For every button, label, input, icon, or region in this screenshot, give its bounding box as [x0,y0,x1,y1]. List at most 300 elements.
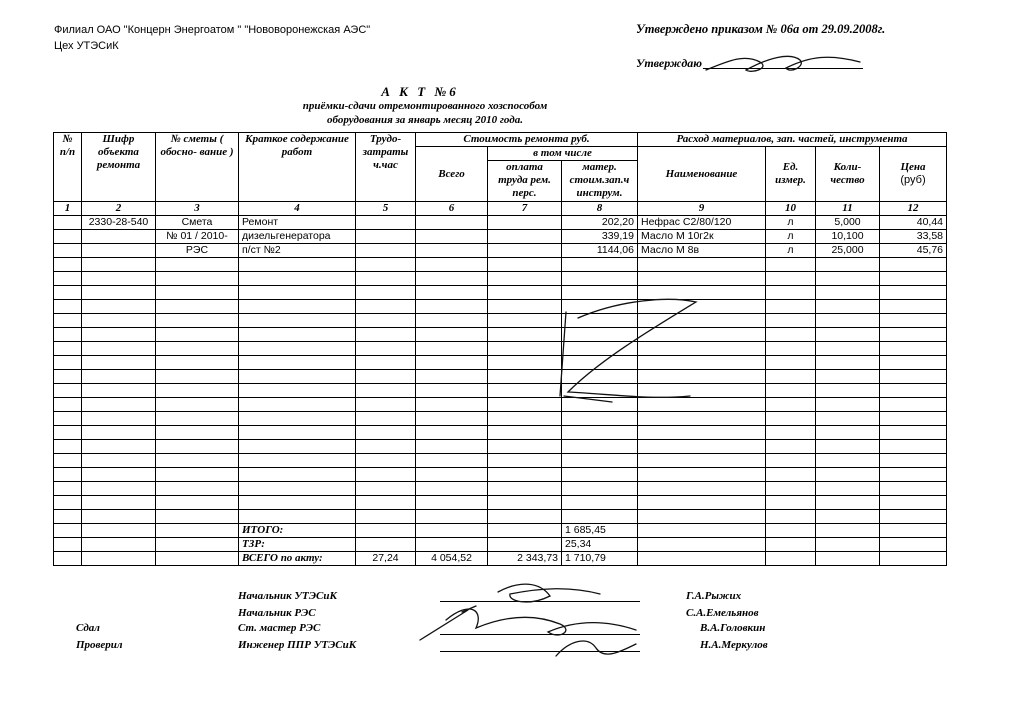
empty-cell [416,510,488,524]
empty-cell [816,300,880,314]
empty-cell [816,356,880,370]
empty-cell [239,370,356,384]
empty-cell [766,412,816,426]
empty-cell [562,496,638,510]
header-num: № п/п [54,133,82,202]
approval-order: Утверждено приказом № 06а от 29.09.2008г. [636,22,886,36]
empty-cell [54,440,82,454]
empty-cell [416,440,488,454]
empty-cell [54,482,82,496]
empty-table-row [54,258,947,272]
data-rows [54,216,947,524]
empty-table-row [54,468,947,482]
col-number: 5 [356,202,416,216]
cell-price: 40,44 [880,216,947,230]
empty-cell [880,328,947,342]
empty-cell [356,286,416,300]
empty-cell [82,300,156,314]
empty-cell [239,328,356,342]
empty-cell [82,412,156,426]
empty-cell [562,384,638,398]
empty-cell [562,342,638,356]
col-number: 1 [54,202,82,216]
col-number: 8 [562,202,638,216]
vsego-label: ВСЕГО по акту: [239,552,356,566]
empty-cell [766,356,816,370]
empty-cell [356,510,416,524]
empty-table-row [54,454,947,468]
empty-cell [816,258,880,272]
cell-unit: л [766,216,816,230]
signature-line-4 [440,651,640,652]
empty-table-row [54,426,947,440]
cell-work: дизельгенератора [239,230,356,244]
empty-cell [82,286,156,300]
empty-cell [766,454,816,468]
col-number: 7 [488,202,562,216]
column-number-row [54,202,947,216]
empty-cell [54,384,82,398]
act-table [53,132,947,566]
cell-name: Нефрас С2/80/120 [638,216,766,230]
empty-cell [638,426,766,440]
empty-cell [488,244,562,258]
name-merkulov: Н.А.Меркулов [700,639,768,651]
empty-cell [880,468,947,482]
empty-cell [356,496,416,510]
cell-code: 2330-28-540 [82,216,156,230]
empty-cell [156,482,239,496]
cell-name: Масло М 8в [638,244,766,258]
col-number: 3 [156,202,239,216]
empty-cell [416,398,488,412]
empty-cell [416,426,488,440]
signature-line-3 [440,634,640,635]
cell-price: 33,58 [880,230,947,244]
vsego-labor: 27,24 [356,552,416,566]
empty-cell [880,440,947,454]
empty-cell [82,468,156,482]
empty-cell [356,426,416,440]
empty-cell [638,314,766,328]
empty-cell [356,482,416,496]
name-golovkin: В.А.Головкин [700,622,766,634]
empty-cell [416,412,488,426]
checked-by-label: Проверил [76,639,123,651]
empty-cell [156,370,239,384]
empty-cell [880,370,947,384]
empty-cell [562,412,638,426]
approve-label: Утверждаю [636,56,703,70]
empty-cell [638,384,766,398]
empty-cell [488,398,562,412]
table-row [54,244,947,258]
cell-qty: 5,000 [816,216,880,230]
empty-cell [880,384,947,398]
empty-cell [54,426,82,440]
empty-cell [766,440,816,454]
header-qty: Коли- чество [816,147,880,202]
empty-cell [82,426,156,440]
empty-cell [356,314,416,328]
empty-cell [488,384,562,398]
empty-cell [156,510,239,524]
empty-table-row [54,384,947,398]
empty-table-row [54,440,947,454]
empty-cell [562,426,638,440]
act-subtitle-1: приёмки-сдачи отремонтированного хозспособом [302,100,548,112]
empty-cell [488,482,562,496]
empty-cell [816,454,880,468]
empty-cell [416,496,488,510]
empty-cell [880,300,947,314]
empty-cell [816,286,880,300]
empty-cell [766,496,816,510]
empty-cell [416,300,488,314]
empty-cell [54,468,82,482]
empty-cell [82,258,156,272]
header-price-label: Цена [900,161,926,173]
cell-estimate: РЭС [156,244,239,258]
tzr-row [54,538,947,552]
empty-cell [638,258,766,272]
empty-cell [239,272,356,286]
empty-cell [82,384,156,398]
empty-cell [82,440,156,454]
empty-cell [156,384,239,398]
empty-cell [82,356,156,370]
empty-cell [156,426,239,440]
empty-cell [156,398,239,412]
empty-cell [638,496,766,510]
empty-cell [82,510,156,524]
table-row [54,230,947,244]
empty-cell [880,454,947,468]
empty-cell [766,258,816,272]
empty-cell [488,440,562,454]
tzr-label: ТЗР: [239,538,356,552]
empty-cell [766,398,816,412]
empty-cell [239,300,356,314]
empty-cell [766,510,816,524]
empty-cell [562,356,638,370]
empty-cell [562,272,638,286]
empty-cell [156,496,239,510]
empty-cell [356,258,416,272]
empty-table-row [54,314,947,328]
empty-cell [156,258,239,272]
cell-estimate: № 01 / 2010- [156,230,239,244]
empty-cell [416,384,488,398]
empty-cell [638,482,766,496]
empty-cell [356,398,416,412]
empty-cell [766,342,816,356]
empty-cell [488,272,562,286]
empty-cell [82,398,156,412]
empty-cell [356,216,416,230]
header-labor: Трудо- затраты ч.час [356,133,416,202]
empty-cell [880,286,947,300]
empty-cell [816,398,880,412]
empty-cell [82,314,156,328]
empty-cell [488,342,562,356]
empty-cell [239,468,356,482]
empty-cell [416,342,488,356]
empty-cell [356,230,416,244]
handed-over-label: Сдал [76,622,100,634]
empty-cell [239,510,356,524]
role-ppr-engineer: Инженер ППР УТЭСиК [238,639,357,651]
col-number: 12 [880,202,947,216]
empty-cell [156,314,239,328]
empty-cell [356,454,416,468]
empty-cell [638,468,766,482]
empty-cell [880,356,947,370]
cell-name: Масло М 10г2к [638,230,766,244]
empty-cell [766,482,816,496]
empty-cell [488,468,562,482]
empty-cell [816,328,880,342]
empty-cell [356,272,416,286]
empty-cell [82,342,156,356]
organization-header [54,22,370,54]
empty-cell [766,384,816,398]
empty-table-row [54,342,947,356]
empty-table-row [54,412,947,426]
empty-cell [239,482,356,496]
empty-cell [54,496,82,510]
empty-cell [356,244,416,258]
empty-cell [239,342,356,356]
empty-cell [416,286,488,300]
empty-cell [416,468,488,482]
signature-2 [446,609,636,635]
empty-table-row [54,272,947,286]
header-total: Всего [416,147,488,202]
empty-cell [638,412,766,426]
empty-cell [82,496,156,510]
empty-cell [638,356,766,370]
empty-cell [766,314,816,328]
empty-cell [766,468,816,482]
role-senior-master: Ст. мастер РЭС [238,622,321,634]
col-number: 4 [239,202,356,216]
empty-cell [880,412,947,426]
empty-cell [54,342,82,356]
empty-cell [54,244,82,258]
empty-cell [54,370,82,384]
header-mat-cost: матер. стоим.зап.ч инструм. [562,161,638,202]
act-subtitle-2: оборудования за январь месяц 2010 года. [327,114,523,126]
empty-cell [880,314,947,328]
empty-cell [239,398,356,412]
empty-cell [239,440,356,454]
empty-cell [488,496,562,510]
signature-3 [556,641,636,656]
empty-cell [356,468,416,482]
empty-cell [880,342,947,356]
empty-cell [488,314,562,328]
empty-cell [239,384,356,398]
empty-cell [356,342,416,356]
empty-cell [816,272,880,286]
empty-cell [562,510,638,524]
tzr-mat: 25,34 [562,538,638,552]
empty-cell [766,426,816,440]
empty-cell [416,230,488,244]
empty-cell [239,454,356,468]
empty-table-row [54,300,947,314]
name-emelyanov: С.А.Емельянов [686,607,759,619]
empty-cell [156,440,239,454]
cell-mat-cost: 1144,06 [562,244,638,258]
empty-cell [416,454,488,468]
empty-cell [54,454,82,468]
empty-cell [156,454,239,468]
empty-cell [562,440,638,454]
col-number: 10 [766,202,816,216]
empty-table-row [54,328,947,342]
empty-cell [416,482,488,496]
empty-cell [356,412,416,426]
empty-cell [816,510,880,524]
empty-table-row [54,482,947,496]
empty-cell [816,482,880,496]
empty-cell [356,300,416,314]
empty-cell [638,286,766,300]
empty-cell [239,314,356,328]
empty-cell [239,356,356,370]
empty-cell [638,440,766,454]
empty-cell [54,356,82,370]
cell-work: Ремонт [239,216,356,230]
empty-cell [488,216,562,230]
itogo-mat: 1 685,45 [562,524,638,538]
role-head-res: Начальник РЭС [238,607,316,619]
empty-cell [54,272,82,286]
empty-cell [239,426,356,440]
empty-cell [416,328,488,342]
empty-cell [488,258,562,272]
empty-cell [416,258,488,272]
empty-cell [156,356,239,370]
vsego-total: 4 054,52 [416,552,488,566]
col-number: 9 [638,202,766,216]
cell-mat-cost: 339,19 [562,230,638,244]
empty-cell [54,328,82,342]
empty-cell [562,314,638,328]
empty-cell [54,216,82,230]
empty-table-row [54,286,947,300]
itogo-label: ИТОГО: [239,524,356,538]
empty-cell [156,328,239,342]
header-work: Краткое содержание работ [239,133,356,202]
approve-signature [706,56,860,71]
cell-qty: 10,100 [816,230,880,244]
empty-cell [562,300,638,314]
vsego-mat: 1 710,79 [562,552,638,566]
empty-cell [82,230,156,244]
empty-cell [156,272,239,286]
empty-cell [488,412,562,426]
empty-cell [766,328,816,342]
empty-cell [816,384,880,398]
empty-cell [488,328,562,342]
empty-cell [880,398,947,412]
empty-table-row [54,398,947,412]
header-estimate: № сметы ( обосно- вание ) [156,133,239,202]
empty-cell [638,454,766,468]
empty-cell [416,370,488,384]
vsego-row [54,552,947,566]
cell-mat-cost: 202,20 [562,216,638,230]
empty-cell [638,342,766,356]
empty-cell [880,510,947,524]
workshop-name: Цех УТЭСиК [54,40,119,52]
empty-cell [638,300,766,314]
header-incl: в том числе [488,147,638,161]
empty-table-row [54,510,947,524]
empty-cell [82,244,156,258]
signature-line-1 [440,601,640,602]
cell-price: 45,76 [880,244,947,258]
empty-cell [880,482,947,496]
empty-cell [356,356,416,370]
empty-cell [239,286,356,300]
empty-cell [156,412,239,426]
empty-cell [880,258,947,272]
act-title: А К Т №6 [381,84,459,99]
vsego-wage: 2 343,73 [488,552,562,566]
cell-work: п/ст №2 [239,244,356,258]
empty-cell [880,426,947,440]
empty-cell [488,230,562,244]
empty-cell [488,356,562,370]
empty-cell [416,244,488,258]
empty-cell [638,272,766,286]
empty-cell [562,468,638,482]
empty-cell [816,440,880,454]
empty-cell [488,286,562,300]
empty-cell [82,328,156,342]
empty-cell [82,370,156,384]
table-row [54,216,947,230]
empty-cell [562,328,638,342]
org-name: Филиал ОАО "Концерн Энергоатом " "Нововоронежская АЭС" [54,24,371,36]
name-ryzhikh: Г.А.Рыжих [686,590,742,602]
empty-cell [816,496,880,510]
role-head-utesik: Начальник УТЭСиК [238,590,337,602]
cell-qty: 25,000 [816,244,880,258]
empty-cell [54,300,82,314]
empty-cell [880,272,947,286]
header-price-unit: (руб) [900,174,926,186]
empty-cell [356,384,416,398]
empty-cell [766,300,816,314]
approve-signature-line [703,68,863,69]
empty-cell [239,412,356,426]
empty-cell [488,426,562,440]
empty-cell [82,272,156,286]
empty-cell [816,468,880,482]
empty-cell [356,370,416,384]
empty-cell [638,328,766,342]
empty-cell [816,342,880,356]
empty-cell [416,272,488,286]
empty-cell [54,286,82,300]
signature-1 [498,584,600,602]
empty-cell [816,370,880,384]
